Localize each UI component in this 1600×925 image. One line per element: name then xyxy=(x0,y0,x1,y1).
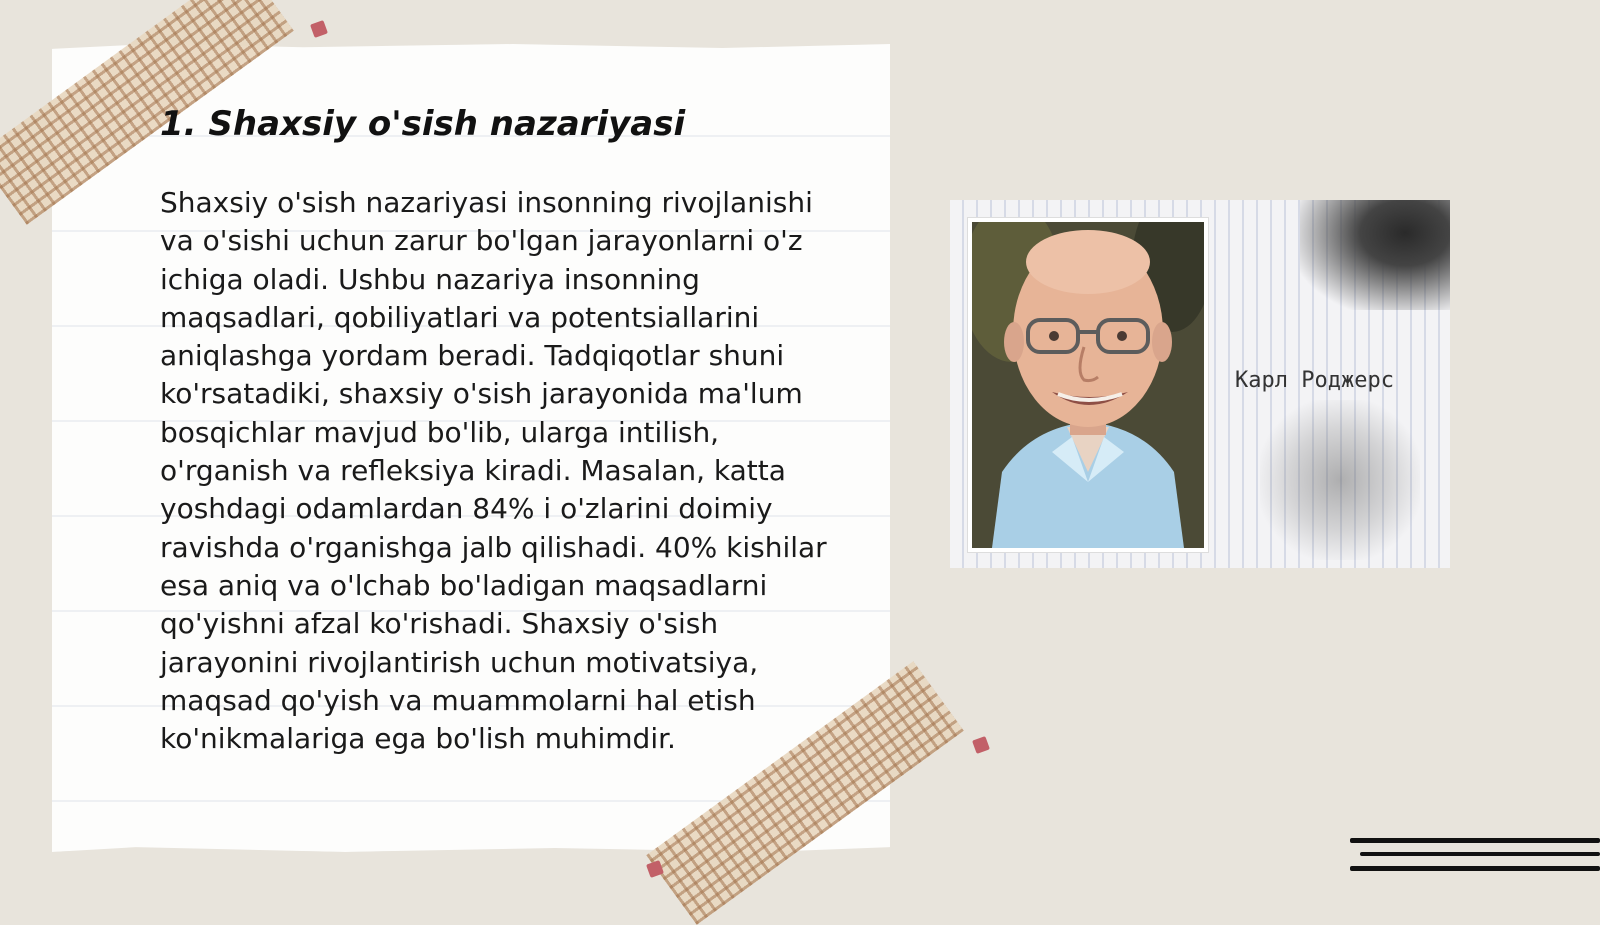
decorative-lines xyxy=(1350,834,1600,878)
slide-title: 1. Shaxsiy o'sish nazariyasi xyxy=(160,104,686,144)
tape-tip-bottom-right xyxy=(972,736,990,754)
portrait-photo-icon xyxy=(972,222,1204,548)
decorative-line-2 xyxy=(1360,852,1600,856)
slide-body-text: Shaxsiy o'sish nazariyasi insonning rivojlanishi va o'sishi uchun zarur bo'lgan jarayonlarni o'z ichiga oladi. Ushbu nazariya insonning maqsadlari, qobiliyatlari va potentsiallarini aniqlashga yordam beradi. Tadqiqotlar shuni ko'rsatadiki, shaxsiy o'sish jarayonida ma'lum bosqichlar mavjud bo'lib, ularga intilish, o'rganish va refleksiya kiradi. Masalan, katta yoshdagi odamlardan 84% i o'zlarini doimiy ravishda o'rganishga jalb qilishadi. 40% kishilar esa aniq va o'lchab bo'ladigan maqsadlarni qo'yishni afzal ko'rishadi. Shaxsiy o'sish jarayonini rivojlantirish uchun motivatsiya, maqsad qo'yish va muammolarni hal etish ko'nikmalariga ega bo'lish muhimdir. xyxy=(160,186,827,756)
tape-tip-top xyxy=(310,20,328,38)
ink-splash xyxy=(1300,200,1450,310)
photo-caption: Карл Роджерс xyxy=(1235,368,1394,393)
photo-card xyxy=(950,200,1450,568)
portrait-illustration xyxy=(972,222,1204,548)
ink-smudge xyxy=(1260,400,1420,560)
decorative-line-1 xyxy=(1350,838,1600,843)
portrait-photo xyxy=(968,218,1208,552)
decorative-line-3 xyxy=(1350,866,1600,871)
